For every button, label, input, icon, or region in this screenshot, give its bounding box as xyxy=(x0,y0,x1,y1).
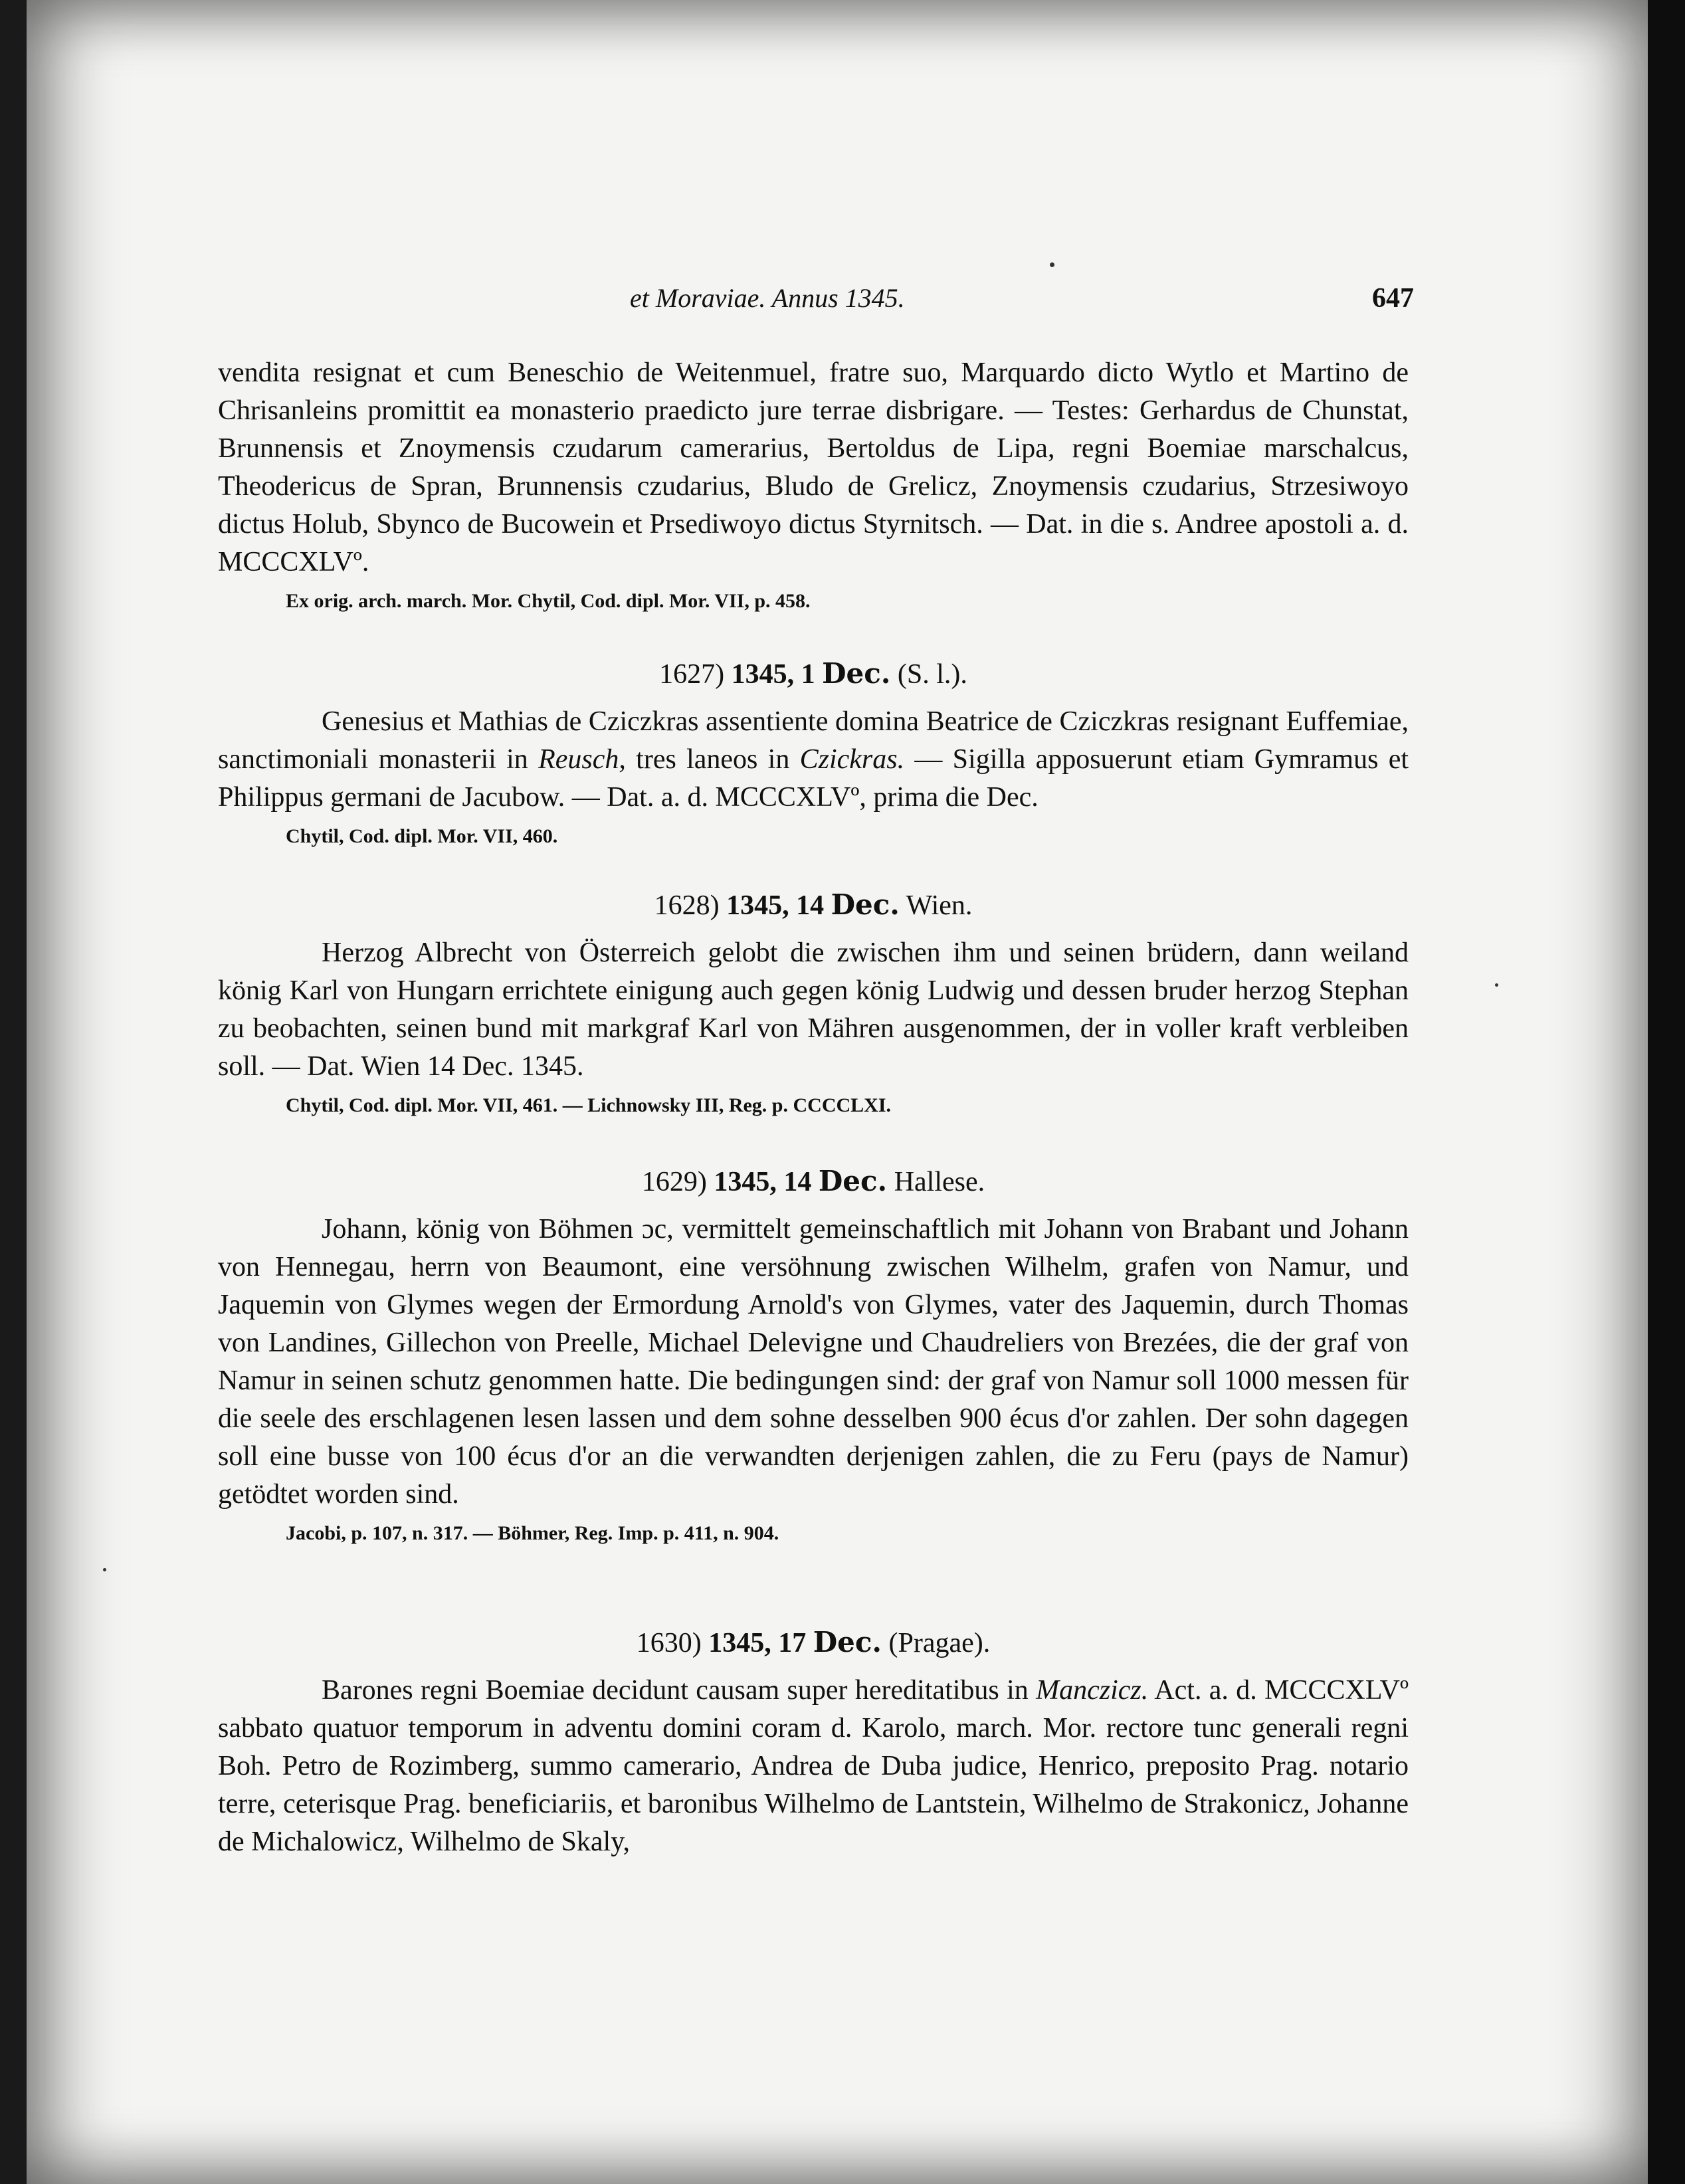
entry-month: Dec. xyxy=(822,657,891,690)
entry-body xyxy=(218,1672,1409,1861)
scan-speck xyxy=(1050,262,1054,267)
entry-date: 1345, 14 xyxy=(726,890,825,921)
top-paragraph-block xyxy=(218,354,1409,615)
entry-place: (S. l.). xyxy=(897,659,967,690)
entry-number: 1628) xyxy=(654,890,720,921)
entry-month: Dec. xyxy=(831,888,900,921)
entry-date: 1345, 17 xyxy=(708,1628,807,1658)
scan-right-edge xyxy=(1648,0,1685,2184)
page-number: 647 xyxy=(1372,283,1414,314)
entry-date: 1345, 1 xyxy=(731,659,815,690)
scan-left-edge xyxy=(0,0,27,2184)
entry-month: Dec. xyxy=(818,1165,888,1197)
entry-heading xyxy=(218,1623,1409,1662)
entry-heading xyxy=(218,886,1409,925)
place-name-italic: Manczicz. xyxy=(1036,1675,1149,1706)
entry-place: Wien. xyxy=(906,890,973,921)
body-text: — Sigilla apposuerunt etiam Gymramus et Philippus germani de Jacubow. — Dat. a. d. MCCCXLVº, prima die Dec. xyxy=(218,744,1409,813)
entry-1628 xyxy=(218,886,1409,1119)
entry-1629 xyxy=(218,1162,1409,1547)
source-citation: Jacobi, p. 107, n. 317. — Böhmer, Reg. Imp. p. 411, n. 904. xyxy=(286,1522,779,1544)
entry-body: Johann, könig von Böhmen ɔc, vermittelt gemeinschaftlich mit Johann von Brabant und Johann von Hennegau, herrn von Beaumont, eine versöhnung zwischen Wilhelm, grafen von Namur, und Jaquemin von Glymes wegen der Ermordung Arnold's von Glymes, vater des Jaquemin, durch Thomas von Landines, Gillechon von Preelle, Michael Delevigne und Chaudreliers von Brezées, die der graf von Namur in seinen schutz genommen hatte. Die bedingungen sind: der graf von Namur soll 1000 messen für die seele des erschlagenen lesen lassen und dem sohne desselben 900 écus d'or zahlen. Der sohn dagegen soll eine busse von 100 écus d'or an die verwandten derjenigen zahlen, die zu Feru (pays de Namur) getödtet worden sind. xyxy=(218,1214,1409,1510)
top-paragraph: vendita resignat et cum Beneschio de Weitenmuel, fratre suo, Marquardo dicto Wytlo et Martino de Chrisanleins promittit ea monasterio praedicto jure terrae disbrigare. — Testes: Gerhardus de Chunstat, Brunnensis et Znoymensis czudarum camerarius, Bertoldus de Lipa, regni Boemiae marschalcus, Theodericus de Spran, Brunnensis czudarius, Bludo de Grelicz, Znoymensis czudarius, Strzesiwoyo dictus Holub, Sbynco de Bucowein et Prsediwoyo dictus Styrnitsch. — Dat. in die s. Andree apostoli a. d. MCCCXLVº. xyxy=(218,357,1409,577)
entry-place: Hallese. xyxy=(894,1167,985,1197)
body-text: Genesius et Mathias de Cziczkras assentiente domina Beatrice de Cziczkras resignant Euffemiae, sanctimoniali monasterii in xyxy=(218,706,1409,775)
scan-speck xyxy=(103,1568,106,1571)
page-header xyxy=(218,282,1414,322)
place-name-italic: Reusch, xyxy=(538,744,626,775)
entry-number: 1627) xyxy=(659,659,725,690)
entry-date: 1345, 14 xyxy=(714,1167,812,1197)
body-text: Barones regni Boemiae decidunt causam super hereditatibus in xyxy=(322,1675,1037,1706)
body-text: tres laneos in xyxy=(625,744,800,775)
entry-1630 xyxy=(218,1623,1409,1861)
place-name-italic: Czickras. xyxy=(799,744,905,775)
entry-heading xyxy=(218,654,1409,694)
entry-month: Dec. xyxy=(813,1626,882,1658)
entry-1627 xyxy=(218,654,1409,850)
entry-heading xyxy=(218,1162,1409,1201)
source-citation: Chytil, Cod. dipl. Mor. VII, 460. xyxy=(286,825,558,847)
entry-body xyxy=(218,703,1409,817)
entry-place: (Pragae). xyxy=(888,1628,991,1658)
source-citation: Ex orig. arch. march. Mor. Chytil, Cod. dipl. Mor. VII, p. 458. xyxy=(286,590,811,612)
running-title: et Moraviae. Annus 1345. xyxy=(630,283,905,313)
entry-number: 1629) xyxy=(641,1167,707,1197)
entry-body: Herzog Albrecht von Österreich gelobt die zwischen ihm und seinen brüdern, dann weiland könig Karl von Hungarn errichtete einigung auch gegen könig Ludwig und dessen bruder herzog Stephan zu beobachten, seinen bund mit markgraf Karl von Mähren ausgenommen, der in voller kraft verbleiben soll. — Dat. Wien 14 Dec. 1345. xyxy=(218,938,1409,1082)
body-text: Act. a. d. MCCCXLVº sabbato quatuor temporum in adventu domini coram d. Karolo, march. Mor. rectore tunc generali regni Boh. Petro de Rozimberg, summo camerario, Andrea de Duba judice, Henrico, preposito Prag. notario terre, ceterisque Prag. beneficiariis, et baronibus Wilhelmo de Lantstein, Wilhelmo de Strakonicz, Johanne de Michalowicz, Wilhelmo de Skaly, xyxy=(218,1675,1409,1857)
entry-number: 1630) xyxy=(636,1628,702,1658)
scan-speck xyxy=(1495,983,1498,987)
source-citation: Chytil, Cod. dipl. Mor. VII, 461. — Lichnowsky III, Reg. p. CCCCLXI. xyxy=(286,1094,892,1116)
